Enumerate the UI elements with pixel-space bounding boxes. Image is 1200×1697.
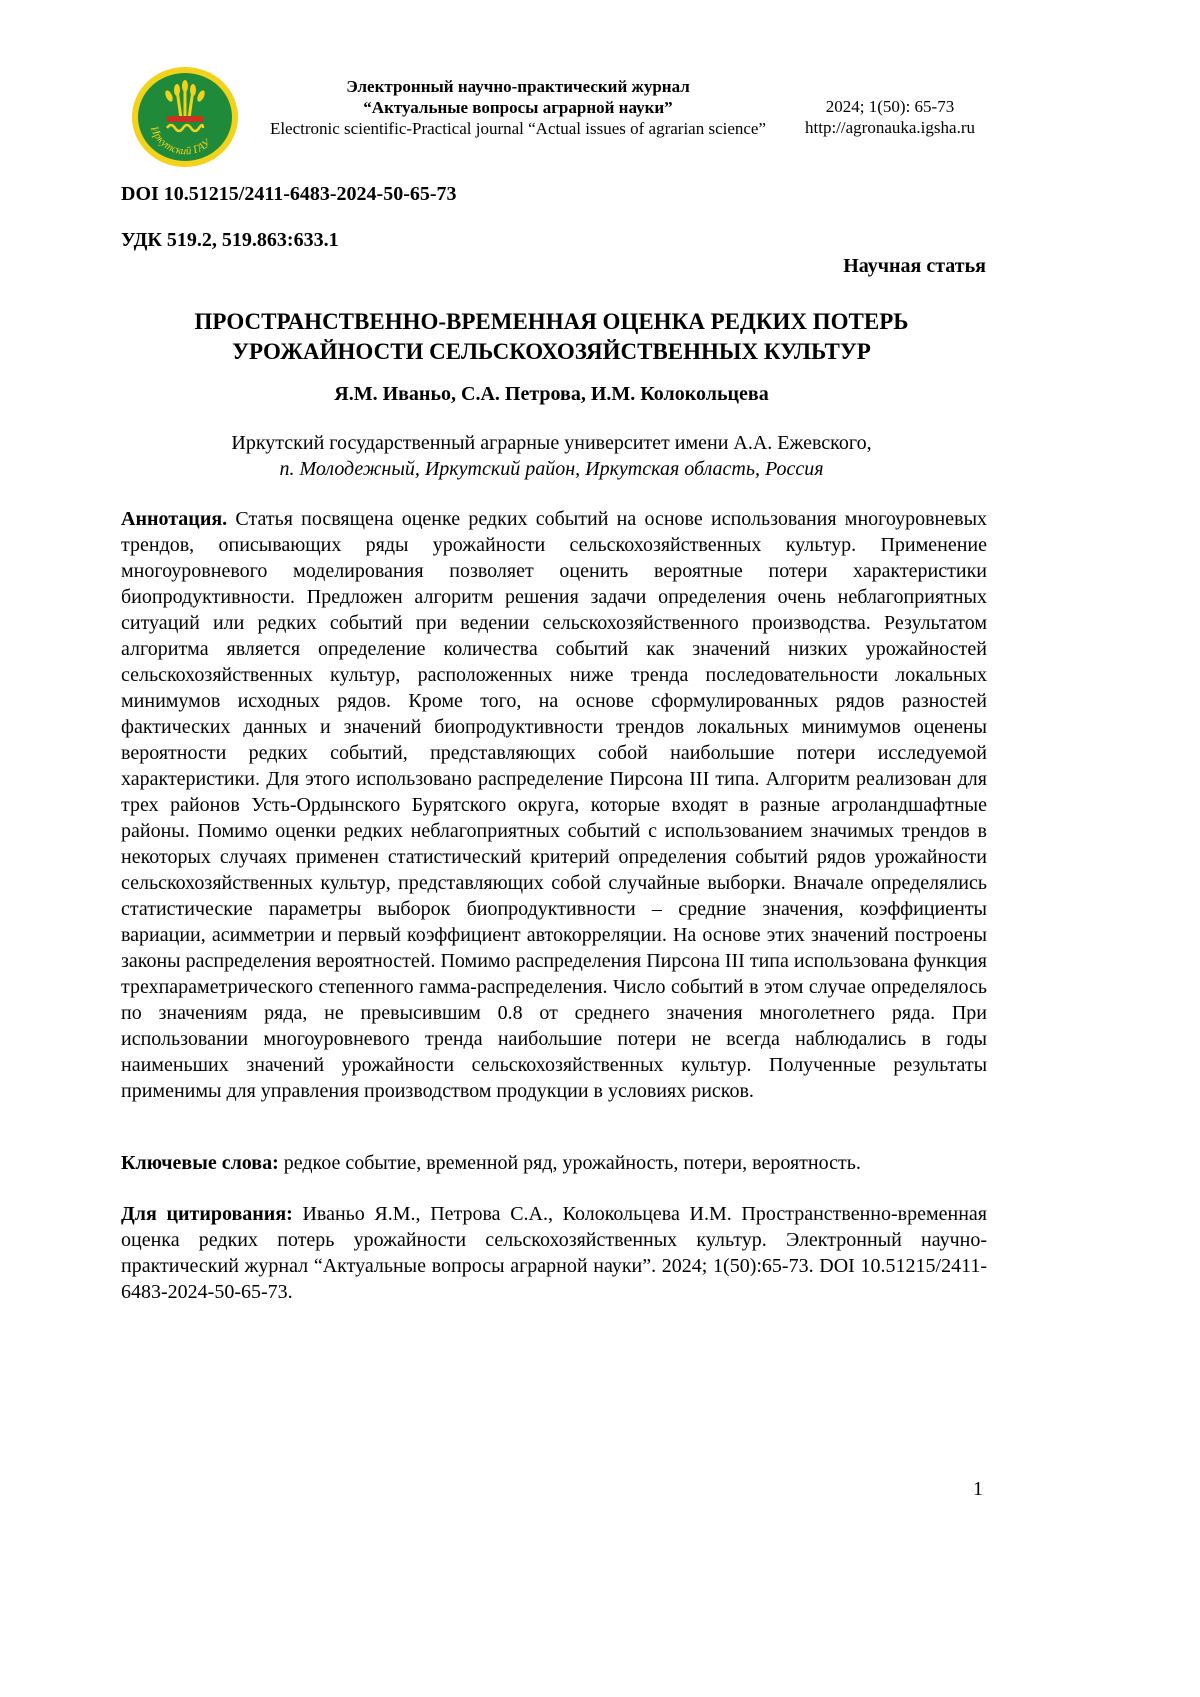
citation bbox=[121, 1201, 987, 1305]
keywords-label: Ключевые слова: bbox=[121, 1152, 279, 1174]
article-title: ПРОСТРАНСТВЕННО-ВРЕМЕННАЯ ОЦЕНКА РЕДКИХ ПОТЕРЬ УРОЖАЙНОСТИ СЕЛЬСКОХОЗЯЙСТВЕННЫХ КУЛЬТУР bbox=[194, 309, 909, 364]
citation-text: Иваньо Я.М., Петрова С.А., Колокольцева И.М. Пространственно-временная оценка редких потерь урожайности сельскохозяйственных культур. Электронный научно-практический журнал “Актуальные вопросы аграрной науки”. 2024; 1(50):65-73. DOI 10.51215/2411-6483-2024-50-65-73. bbox=[121, 1203, 987, 1303]
university-logo bbox=[131, 66, 239, 168]
page-number: 1 bbox=[973, 1478, 983, 1500]
abstract-text: Статья посвящена оценке редких событий на основе использования многоуровневых трендов, описывающих ряды урожайности сельскохозяйственных культур. Применение многоуровневого моделирования позволяет оценить вероятные потери характеристики биопродуктивности. Предложен алгоритм решения задачи определения очень неблагоприятных ситуаций или редких событий при ведении сельскохозяйственного производства. Результатом алгоритма является определение количества событий как значений низких урожайностей сельскохозяйственных культур, расположенных ниже тренда последовательности локальных минимумов исходных рядов. Кроме того, на основе сформулированных рядов разностей фактических данных и значений биопродуктивности трендов локальных минимумов оценены вероятности редких событий, представляющих собой наибольшие потери исследуемой характеристики. Для этого использовано распределение Пирсона III типа. Алгоритм реализован для трех районов Усть-Ордынского Бурятского округа, которые входят в разные агроландшафтные районы. Помимо оценки редких неблагоприятных событий с использованием значимых трендов в некоторых случаях применен статистический критерий определения событий рядов урожайности сельскохозяйственных культур, представляющих собой случайные выборки. Вначале определялись статистические параметры выборок биопродуктивности – средние значения, коэффициенты вариации, асимметрии и первый коэффициент автокорреляции. На основе этих значений построены законы распределения вероятностей. Помимо распределения Пирсона III типа использована функция трехпараметрического степенного гамма-распределения. Число событий в этом случае определялось по значениям ряда, не превысившим 0.8 от среднего значения многолетнего ряда. При использовании многоуровневого тренда наибольшие потери не всегда наблюдались в годы наименьших значений урожайности сельскохозяйственных культур. Полученные результаты применимы для управления производством продукции в условиях рисков. bbox=[121, 508, 988, 1102]
journal-title-ru-2: “Актуальные вопросы аграрной науки” bbox=[363, 98, 673, 117]
keywords-text: редкое событие, временной ряд, урожайность, потери, вероятность. bbox=[283, 1152, 861, 1174]
affiliation-place: п. Молодежный, Иркутский район, Иркутская область, Россия bbox=[279, 458, 824, 480]
affiliation bbox=[100, 430, 1003, 482]
abstract-label: Аннотация. bbox=[121, 508, 228, 530]
authors: Я.М. Иваньо, С.А. Петрова, И.М. Колокольцева bbox=[334, 383, 769, 405]
journal-title-en: Electronic scientific-Practical journal “Actual issues of agrarian science” bbox=[269, 119, 767, 138]
issue-number: 2024; 1(50): 65-73 bbox=[825, 97, 955, 116]
affiliation-org: Иркутский государственный аграрные университет имени А.А. Ежевского, bbox=[231, 432, 872, 454]
article-type: Научная статья bbox=[843, 255, 986, 277]
doi: DOI 10.51215/2411-6483-2024-50-65-73 bbox=[121, 183, 457, 205]
journal-title-ru-1: Электронный научно-практический журнал bbox=[346, 77, 690, 96]
journal-url[interactable]: http://agronauka.igsha.ru bbox=[805, 118, 975, 137]
journal-header bbox=[268, 76, 768, 139]
abstract bbox=[121, 506, 987, 1104]
issue-info bbox=[785, 96, 995, 138]
keywords bbox=[121, 1150, 987, 1176]
udk: УДК 519.2, 519.863:633.1 bbox=[121, 229, 339, 251]
citation-label: Для цитирования: bbox=[121, 1203, 293, 1225]
logo-caption: Иркутский ГАУ bbox=[147, 124, 213, 158]
